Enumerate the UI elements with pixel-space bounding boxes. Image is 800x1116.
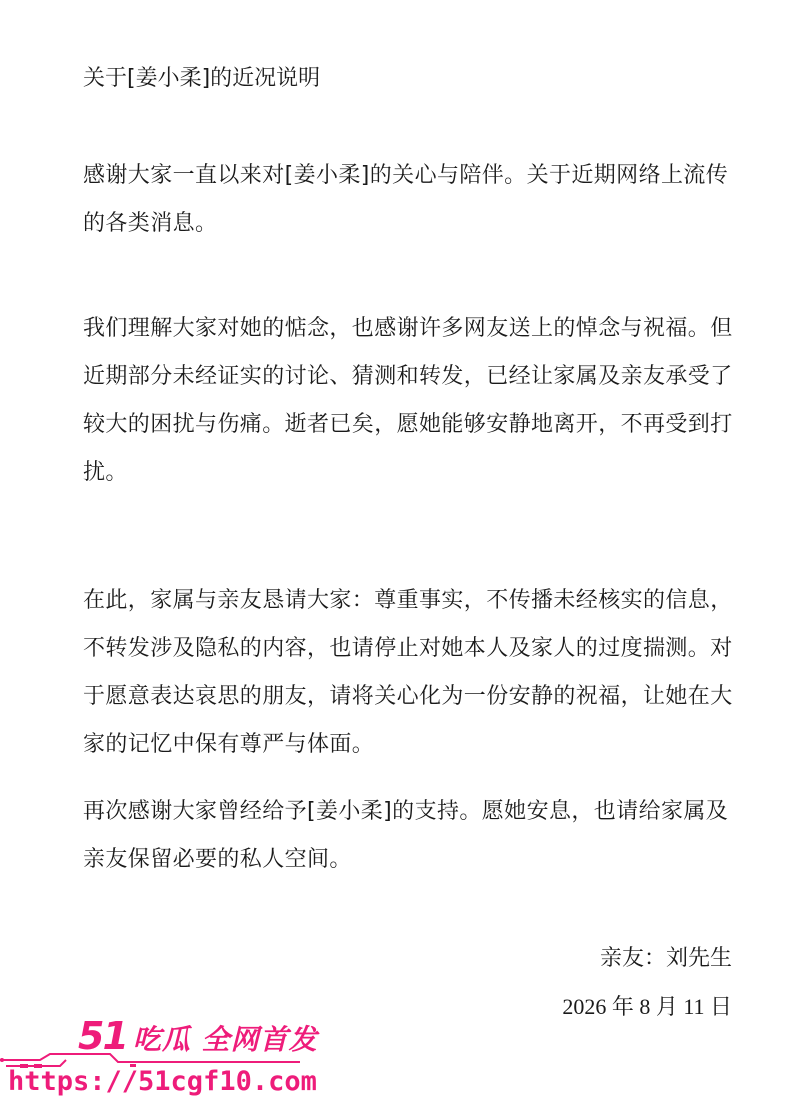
paragraph-thanks: 感谢大家一直以来对[姜小柔]的关心与陪伴。关于近期网络上流传的各类消息。 [83,163,729,236]
paragraph-understanding: 我们理解大家对她的惦念，也感谢许多网友送上的悼念与祝福。但近期部分未经证实的讨论、猜测和转发，已经让家属及亲友承受了较大的困扰与伤痛。逝者已矣，愿她能够安静地离开，不再受到打扰。 [83,316,733,485]
signature-block [562,935,732,1031]
watermark-brand-text: 吃瓜 全网首发 [132,1023,318,1056]
watermark [0,1010,320,1116]
watermark-brand-number: 51 [78,1014,127,1058]
statement-document [83,55,743,872]
signature-name: 亲友：刘先生 [599,946,732,971]
paragraph-request: 在此，家属与亲友恳请大家：尊重事实，不传播未经核实的信息，不转发涉及隐私的内容，也请停止对她本人及家人的过度揣测。对于愿意表达哀思的朋友，请将关心化为一份安静的祝福，让她在大家的记忆中保有尊严与体面。 [83,588,733,757]
document-title: 关于[姜小柔]的近况说明 [83,66,321,91]
watermark-url: https://51cgf10.com [8,1066,317,1097]
paragraph-closing: 再次感谢大家曾经给予[姜小柔]的支持。愿她安息，也请给家属及亲友保留必要的私人空间。 [83,799,729,872]
signature-date: 2026 年 8 月 11 日 [562,994,732,1019]
